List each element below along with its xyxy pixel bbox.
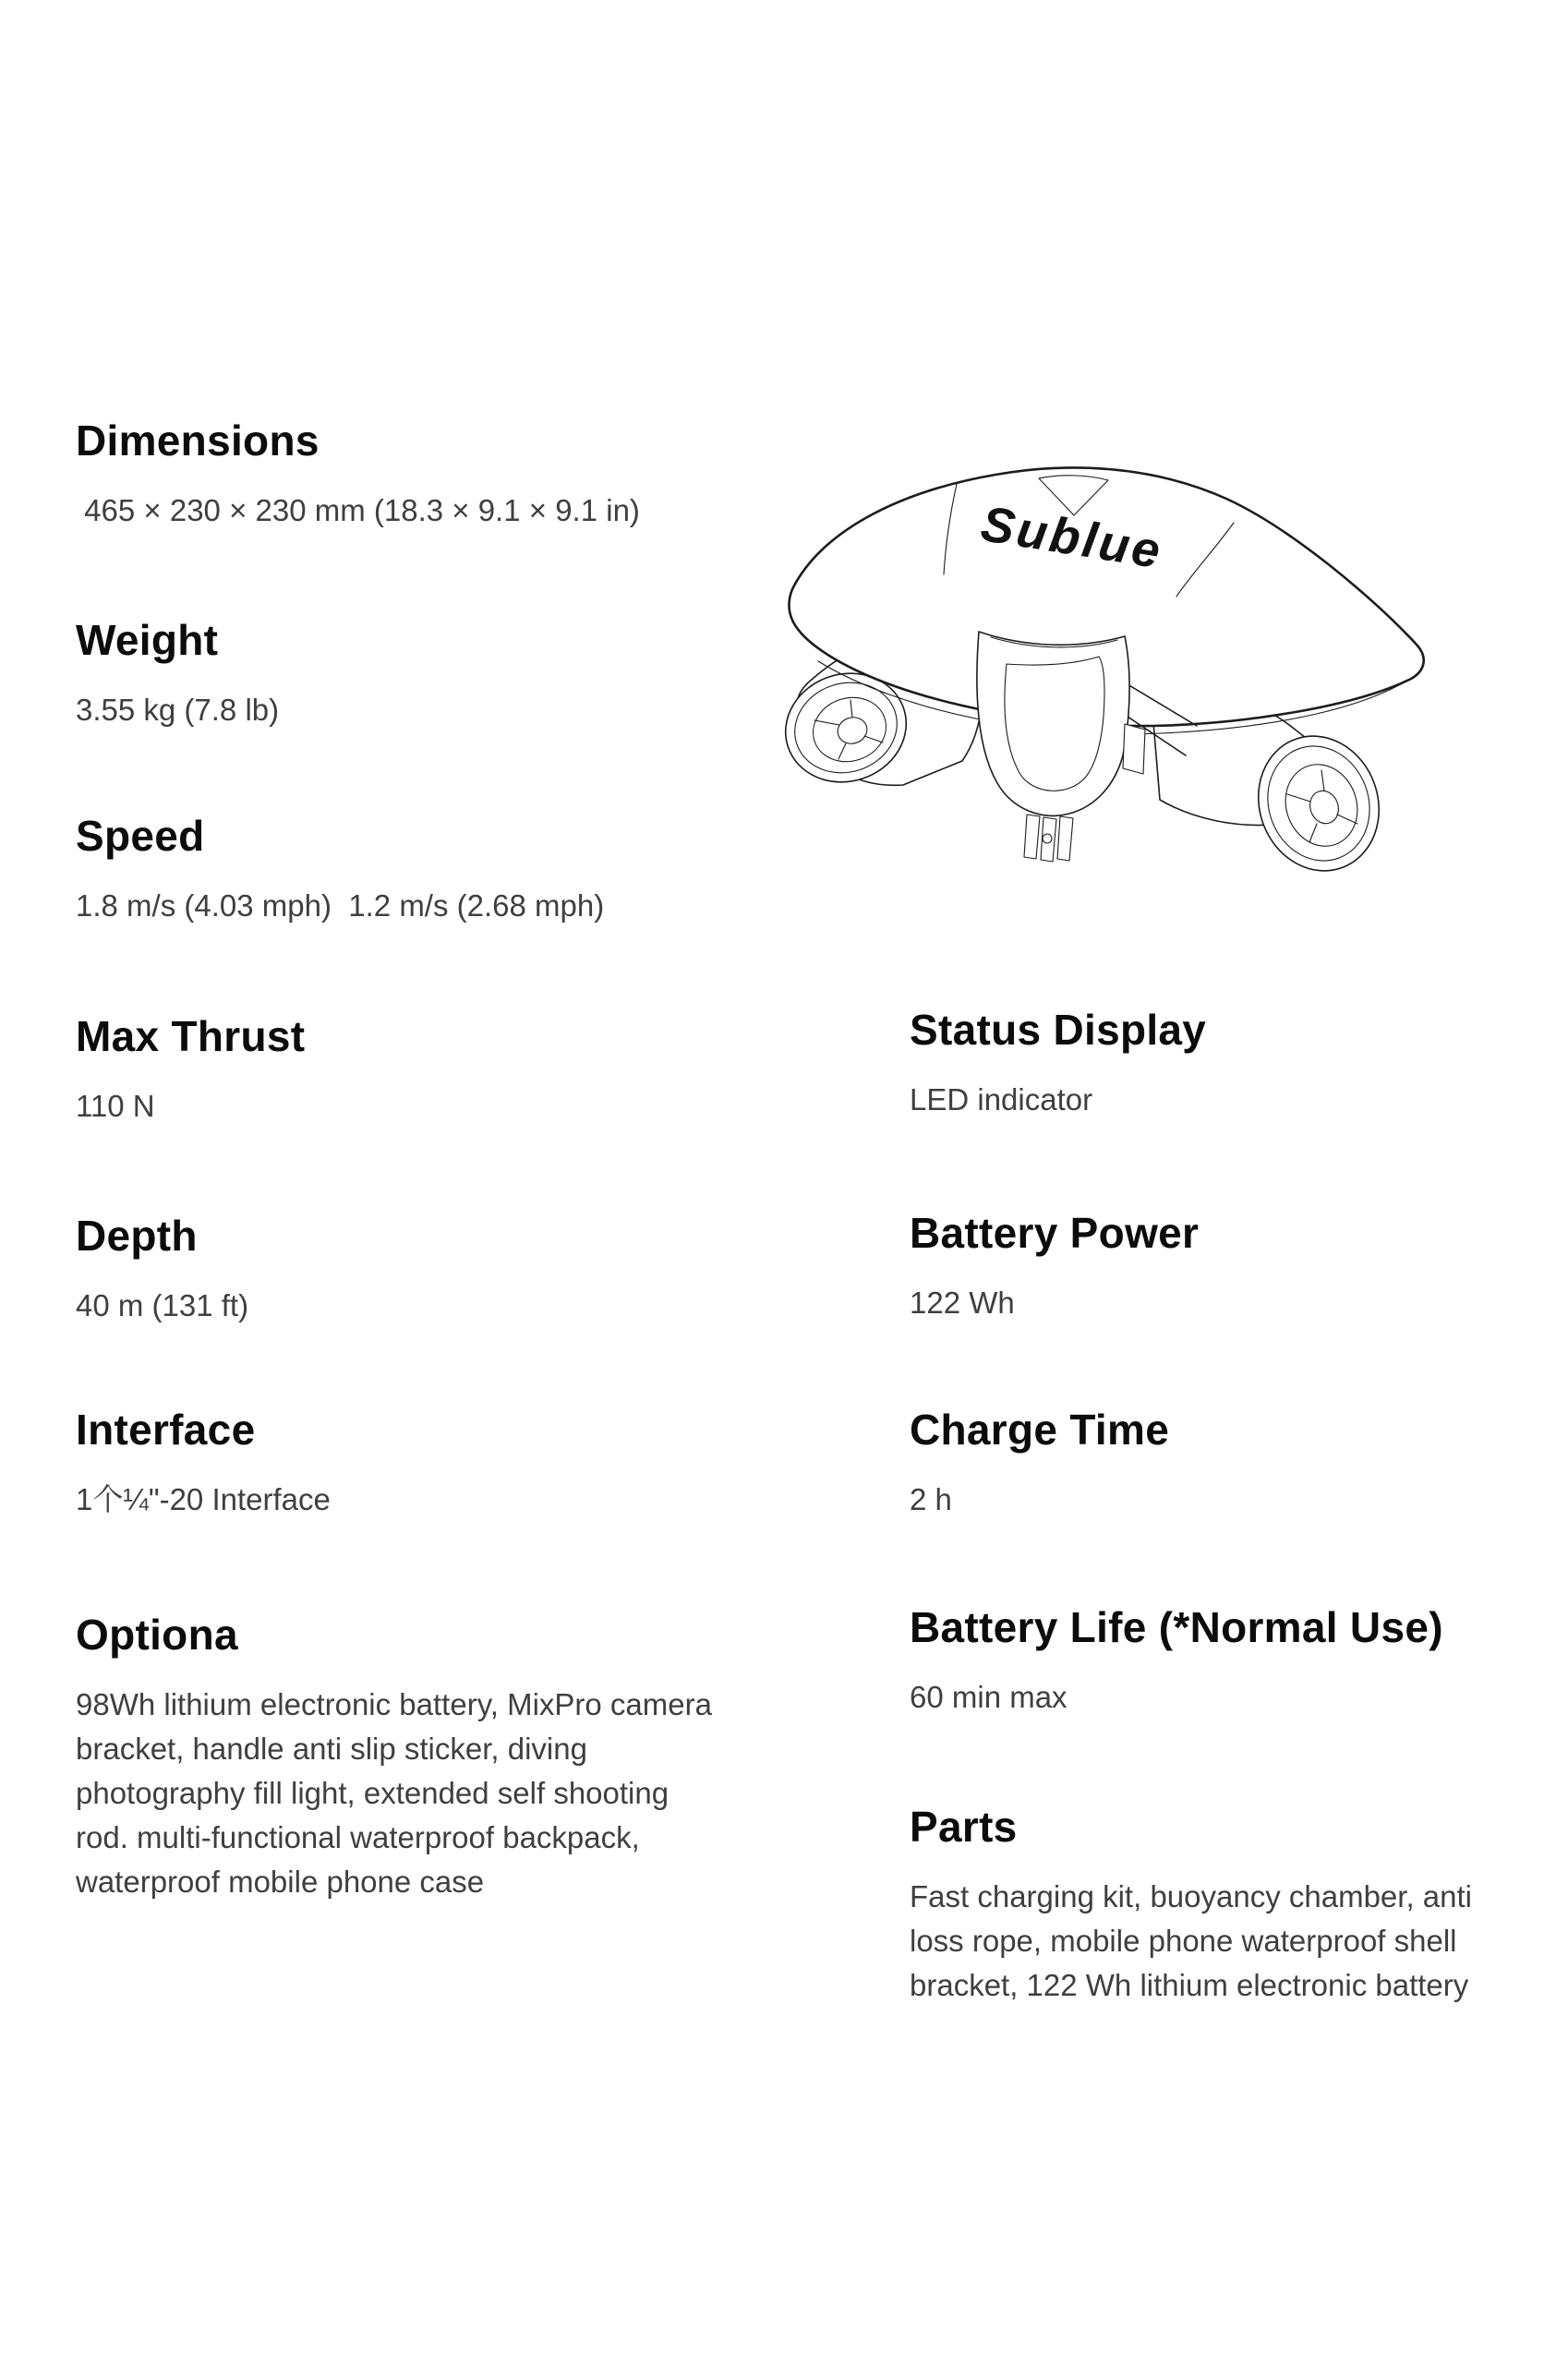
spec-heading-status-display: Status Display (910, 1006, 1207, 1054)
spec-heading-charge-time: Charge Time (910, 1406, 1170, 1454)
spec-value-charge-time: 2 h (910, 1482, 952, 1516)
spec-section-interface (76, 1405, 724, 1522)
spec-value-interface: 1个¼"-20 Interface (76, 1482, 331, 1516)
camera-mount (1024, 815, 1073, 862)
spec-heading-depth: Depth (76, 1212, 198, 1260)
scooter-line-drawing (765, 451, 1448, 907)
product-illustration (765, 451, 1448, 907)
spec-value-weight: 3.55 kg (7.8 lb) (76, 693, 280, 727)
sublue-logo: Sublue (977, 496, 1167, 580)
spec-value-battery-power: 122 Wh (910, 1286, 1015, 1320)
spec-value-status-display: LED indicator (910, 1082, 1093, 1117)
spec-section-speed (76, 811, 724, 928)
spec-section-max-thrust (76, 1011, 724, 1129)
spec-section-dimensions (76, 416, 724, 533)
spec-section-parts (910, 1802, 1530, 2008)
spec-heading-dimensions: Dimensions (76, 416, 320, 465)
spec-section-weight (76, 615, 724, 732)
spec-heading-weight: Weight (76, 616, 219, 664)
spec-section-optiona (76, 1610, 724, 1904)
spec-heading-max-thrust: Max Thrust (76, 1012, 306, 1060)
spec-value-depth: 40 m (131 ft) (76, 1288, 249, 1322)
spec-heading-interface: Interface (76, 1406, 256, 1454)
spec-value-parts: Fast charging kit, buoyancy chamber, anti loss rope, mobile phone waterproof shell bracket, 122 Wh lithium electronic battery (910, 1879, 1481, 2002)
spec-heading-battery-power: Battery Power (910, 1209, 1200, 1257)
spec-heading-speed: Speed (76, 812, 205, 860)
spec-section-battery-life (910, 1602, 1530, 1720)
spec-value-max-thrust: 110 N (76, 1089, 155, 1123)
spec-heading-parts: Parts (910, 1803, 1018, 1851)
spec-section-depth (76, 1211, 724, 1328)
spec-section-battery-power (910, 1208, 1530, 1325)
spec-section-charge-time (910, 1405, 1530, 1522)
spec-value-speed: 1.8 m/s (4.03 mph) 1.2 m/s (2.68 mph) (76, 888, 605, 923)
spec-section-status-display (910, 1005, 1530, 1122)
spec-heading-battery-life: Battery Life (*Normal Use) (910, 1603, 1443, 1651)
spec-value-optiona: 98Wh lithium electronic battery, MixPro camera bracket, handle anti slip sticker, diving photography fill light, extended self shooting rod. multi-functional waterproof backpack, waterproof mobile phone case (76, 1687, 721, 1899)
spec-heading-optiona: Optiona (76, 1611, 238, 1659)
spec-value-battery-life: 60 min max (910, 1680, 1067, 1714)
spec-value-dimensions: 465 × 230 × 230 mm (18.3 × 9.1 × 9.1 in) (76, 493, 640, 527)
